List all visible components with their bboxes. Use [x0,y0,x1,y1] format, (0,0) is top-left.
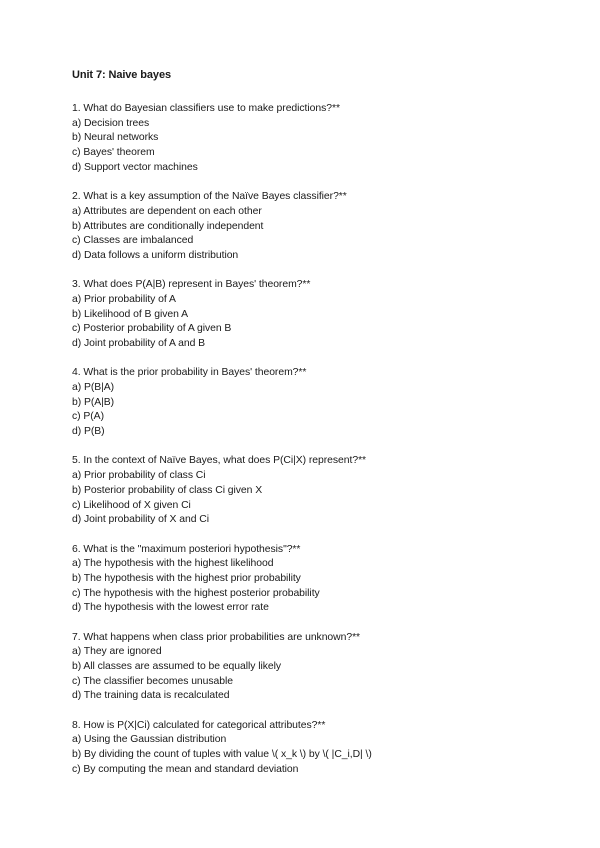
answer-option: b) By dividing the count of tuples with value \( x_k \) by \( |C_i,D| \) [72,749,372,761]
question-1 [72,102,572,176]
question-text: 6. What is the "maximum posteriori hypothesis"?** [72,543,301,555]
answer-option: c) By computing the mean and standard deviation [72,763,299,775]
question-text: 4. What is the prior probability in Bayes' theorem?** [72,367,307,379]
answer-option: c) P(A) [72,411,104,423]
question-3 [72,278,572,352]
answer-option: d) Joint probability of X and Ci [72,514,210,526]
answer-option: b) Neural networks [72,132,159,144]
answer-option: a) Decision trees [72,117,150,129]
question-text: 5. In the context of Naïve Bayes, what does P(Ci|X) represent?** [72,455,367,467]
answer-option: b) Posterior probability of class Ci given X [72,484,263,496]
question-text: 1. What do Bayesian classifiers use to make predictions?** [72,103,340,114]
question-6 [72,543,572,617]
question-7 [72,631,572,705]
answer-option: a) Prior probability of class Ci [72,470,206,482]
answer-option: d) P(B) [72,426,105,438]
answer-option: c) Bayes' theorem [72,147,155,159]
answer-option: b) The hypothesis with the highest prior probability [72,572,301,584]
question-8 [72,719,572,778]
answer-option: c) Posterior probability of A given B [72,323,232,335]
question-text: 3. What does P(A|B) represent in Bayes' theorem?** [72,279,311,291]
question-text: 8. How is P(X|Ci) calculated for categorical attributes?** [72,719,326,731]
document-page [72,68,572,792]
answer-option: a) Prior probability of A [72,293,176,305]
answer-option: b) Likelihood of B given A [72,308,188,320]
answer-option: a) Using the Gaussian distribution [72,734,227,746]
answer-option: c) Classes are imbalanced [72,235,194,247]
answer-option: c) The hypothesis with the highest posterior probability [72,587,320,599]
question-2 [72,190,572,264]
answer-option: d) The hypothesis with the lowest error rate [72,602,269,614]
answer-option: a) They are ignored [72,646,162,658]
question-5 [72,454,572,528]
unit-title: Unit 7: Naive bayes [72,69,171,81]
question-4 [72,366,572,440]
answer-option: c) The classifier becomes unusable [72,675,233,687]
answer-option: b) Attributes are conditionally independent [72,220,264,232]
answer-option: d) Support vector machines [72,161,198,173]
question-text: 2. What is a key assumption of the Naïve Bayes classifier?** [72,191,347,203]
answer-option: d) The training data is recalculated [72,690,230,702]
answer-option: a) The hypothesis with the highest likelihood [72,558,274,570]
question-text: 7. What happens when class prior probabilities are unknown?** [72,631,361,643]
answer-option: d) Joint probability of A and B [72,338,206,350]
answer-option: b) All classes are assumed to be equally likely [72,661,282,673]
answer-option: d) Data follows a uniform distribution [72,249,239,261]
answer-option: c) Likelihood of X given Ci [72,499,191,511]
answer-option: b) P(A|B) [72,396,115,408]
answer-option: a) P(B|A) [72,382,115,394]
answer-option: a) Attributes are dependent on each other [72,205,262,217]
